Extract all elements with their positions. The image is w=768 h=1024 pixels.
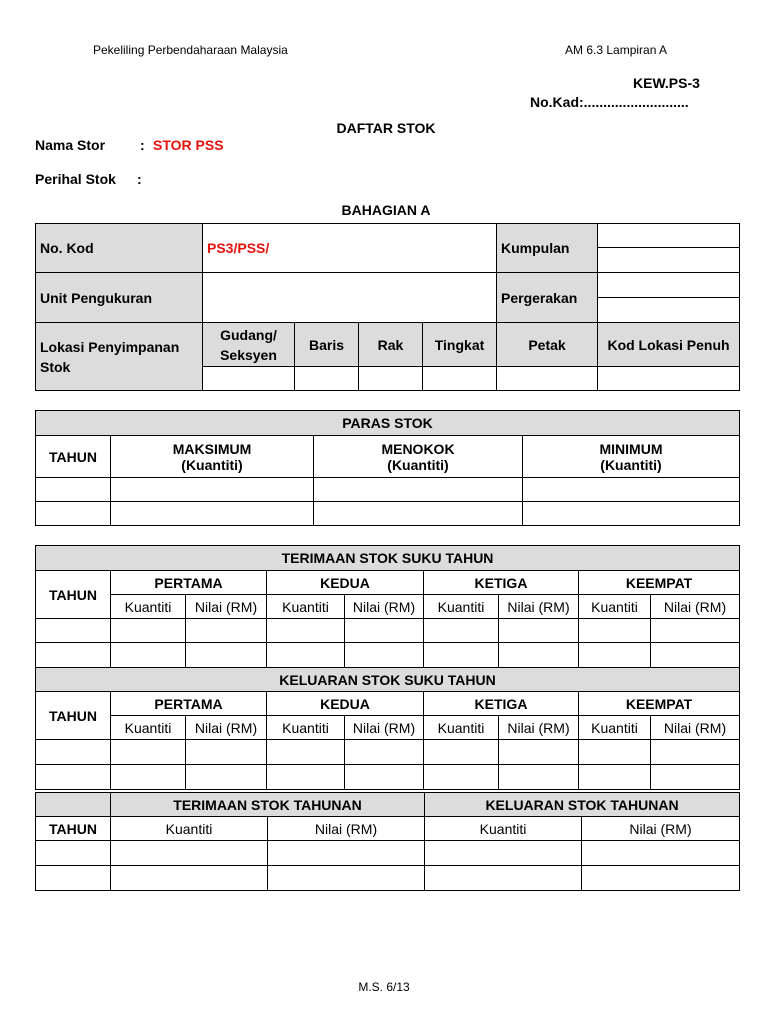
location-col-rack: Rak xyxy=(359,323,423,367)
stock-level-cell xyxy=(36,502,111,526)
annual-cell xyxy=(36,841,111,866)
receipts-value-header: Nilai (RM) xyxy=(651,595,740,619)
issues-cell xyxy=(111,765,186,790)
issues-cell xyxy=(186,740,267,765)
stock-level-reorder-header xyxy=(314,436,523,478)
issues-cell xyxy=(424,740,499,765)
form-code: KEW.PS-3 xyxy=(633,75,700,91)
receipts-cell xyxy=(579,643,651,668)
code-label: No. Kod xyxy=(36,224,203,273)
store-name-separator: : xyxy=(140,137,145,153)
stock-level-cell xyxy=(314,502,523,526)
stock-level-cell xyxy=(111,502,314,526)
annual-corner-cell xyxy=(36,793,111,817)
annual-receipts-value-header: Nilai (RM) xyxy=(268,817,425,841)
store-name-value: STOR PSS xyxy=(153,137,224,153)
receipts-cell xyxy=(267,619,345,643)
movement-field-1 xyxy=(598,273,740,298)
location-cell xyxy=(359,367,423,391)
annual-year-header: TAHUN xyxy=(36,817,111,841)
receipts-cell xyxy=(111,643,186,668)
annual-cell xyxy=(111,841,268,866)
issues-cell xyxy=(267,765,345,790)
movement-label: Pergerakan xyxy=(497,273,598,323)
annual-cell xyxy=(36,866,111,891)
issues-cell xyxy=(267,740,345,765)
annual-cell xyxy=(268,841,425,866)
annual-issues-title: KELUARAN STOK TAHUNAN xyxy=(425,793,740,817)
location-label: Lokasi Penyimpanan Stok xyxy=(36,323,203,391)
annual-stock-table xyxy=(35,792,740,891)
max-qty-label: (Kuantiti) xyxy=(181,456,243,473)
page-title: DAFTAR STOK xyxy=(336,120,436,136)
card-number: No.Kad:........................... xyxy=(530,94,689,110)
receipts-cell xyxy=(186,619,267,643)
receipts-cell xyxy=(424,619,499,643)
stock-level-cell xyxy=(111,478,314,502)
issues-year-header: TAHUN xyxy=(36,692,111,740)
issues-value-header: Nilai (RM) xyxy=(499,716,579,740)
stock-level-cell xyxy=(314,478,523,502)
location-col-bin: Petak xyxy=(497,323,598,367)
location-cell xyxy=(598,367,740,391)
receipts-cell xyxy=(499,643,579,668)
issues-q2-header: KEDUA xyxy=(267,692,424,716)
location-cell xyxy=(423,367,497,391)
location-col-full-code: Kod Lokasi Penuh xyxy=(598,323,740,367)
receipts-q4-header: KEEMPAT xyxy=(579,571,740,595)
issues-cell xyxy=(36,740,111,765)
issues-q4-header: KEEMPAT xyxy=(579,692,740,716)
receipts-cell xyxy=(579,619,651,643)
issues-value-header: Nilai (RM) xyxy=(345,716,424,740)
min-qty-label: (Kuantiti) xyxy=(600,456,662,473)
page-number: M.S. 6/13 xyxy=(358,980,410,994)
group-field-2 xyxy=(598,248,740,273)
issues-cell xyxy=(499,740,579,765)
annual-cell xyxy=(425,866,582,891)
receipts-value-header: Nilai (RM) xyxy=(499,595,579,619)
header-publication: Pekeliling Perbendaharaan Malaysia xyxy=(93,43,288,57)
issues-cell xyxy=(651,740,740,765)
location-cell xyxy=(295,367,359,391)
receipts-cell xyxy=(186,643,267,668)
receipts-value-header: Nilai (RM) xyxy=(186,595,267,619)
receipts-qty-header: Kuantiti xyxy=(424,595,499,619)
receipts-cell xyxy=(651,643,740,668)
receipts-qty-header: Kuantiti xyxy=(579,595,651,619)
location-cell xyxy=(497,367,598,391)
reorder-qty-label: (Kuantiti) xyxy=(387,456,449,473)
issues-qty-header: Kuantiti xyxy=(424,716,499,740)
quarterly-stock-table xyxy=(35,545,740,790)
movement-field-2 xyxy=(598,298,740,323)
code-value: PS3/PSS/ xyxy=(203,224,497,273)
receipts-cell xyxy=(651,619,740,643)
receipts-q2-header: KEDUA xyxy=(267,571,424,595)
issues-qty-header: Kuantiti xyxy=(111,716,186,740)
unit-value xyxy=(203,273,497,323)
issues-cell xyxy=(36,765,111,790)
annual-receipts-qty-header: Kuantiti xyxy=(111,817,268,841)
receipts-year-header: TAHUN xyxy=(36,571,111,619)
issues-cell xyxy=(186,765,267,790)
issues-q1-header: PERTAMA xyxy=(111,692,267,716)
receipts-q1-header: PERTAMA xyxy=(111,571,267,595)
group-field-1 xyxy=(598,224,740,248)
annual-issues-qty-header: Kuantiti xyxy=(425,817,582,841)
stock-level-cell xyxy=(523,502,740,526)
receipts-cell xyxy=(345,619,424,643)
receipts-cell xyxy=(499,619,579,643)
issues-cell xyxy=(499,765,579,790)
section-a-table xyxy=(35,223,740,391)
receipts-q3-header: KETIGA xyxy=(424,571,579,595)
annual-cell xyxy=(268,866,425,891)
annual-cell xyxy=(425,841,582,866)
issues-cell xyxy=(345,740,424,765)
receipts-value-header: Nilai (RM) xyxy=(345,595,424,619)
annual-cell xyxy=(582,866,740,891)
stock-level-title: PARAS STOK xyxy=(36,411,740,436)
stock-level-cell xyxy=(36,478,111,502)
unit-label: Unit Pengukuran xyxy=(36,273,203,323)
issues-cell xyxy=(651,765,740,790)
issues-cell xyxy=(111,740,186,765)
receipts-qty-header: Kuantiti xyxy=(267,595,345,619)
location-col-row: Baris xyxy=(295,323,359,367)
stock-subject-separator: : xyxy=(137,171,142,187)
receipts-cell xyxy=(36,619,111,643)
section-a-title: BAHAGIAN A xyxy=(341,202,431,218)
group-label: Kumpulan xyxy=(497,224,598,273)
annual-cell xyxy=(582,841,740,866)
stock-level-max-header xyxy=(111,436,314,478)
receipts-cell xyxy=(424,643,499,668)
issues-value-header: Nilai (RM) xyxy=(651,716,740,740)
receipts-cell xyxy=(345,643,424,668)
receipts-cell xyxy=(36,643,111,668)
min-label: MINIMUM xyxy=(599,440,663,457)
annual-receipts-title: TERIMAAN STOK TAHUNAN xyxy=(111,793,425,817)
stock-subject-label: Perihal Stok xyxy=(35,171,116,187)
max-label: MAKSIMUM xyxy=(172,440,252,457)
annual-issues-value-header: Nilai (RM) xyxy=(582,817,740,841)
reorder-label: MENOKOK xyxy=(381,440,455,457)
receipts-qty-header: Kuantiti xyxy=(111,595,186,619)
quarterly-issues-title: KELUARAN STOK SUKU TAHUN xyxy=(36,668,740,692)
issues-cell xyxy=(345,765,424,790)
issues-qty-header: Kuantiti xyxy=(579,716,651,740)
receipts-cell xyxy=(267,643,345,668)
issues-q3-header: KETIGA xyxy=(424,692,579,716)
location-col-level: Tingkat xyxy=(423,323,497,367)
stock-level-table xyxy=(35,410,740,526)
location-col-section: Gudang/ Seksyen xyxy=(203,323,295,367)
stock-level-year-header: TAHUN xyxy=(36,436,111,478)
quarterly-receipts-title: TERIMAAN STOK SUKU TAHUN xyxy=(36,546,740,571)
issues-value-header: Nilai (RM) xyxy=(186,716,267,740)
issues-cell xyxy=(424,765,499,790)
issues-cell xyxy=(579,740,651,765)
stock-level-cell xyxy=(523,478,740,502)
annual-cell xyxy=(111,866,268,891)
issues-qty-header: Kuantiti xyxy=(267,716,345,740)
issues-cell xyxy=(579,765,651,790)
location-cell xyxy=(203,367,295,391)
store-name-label: Nama Stor xyxy=(35,137,106,153)
stock-level-min-header xyxy=(523,436,740,478)
receipts-cell xyxy=(111,619,186,643)
header-appendix: AM 6.3 Lampiran A xyxy=(565,43,668,57)
